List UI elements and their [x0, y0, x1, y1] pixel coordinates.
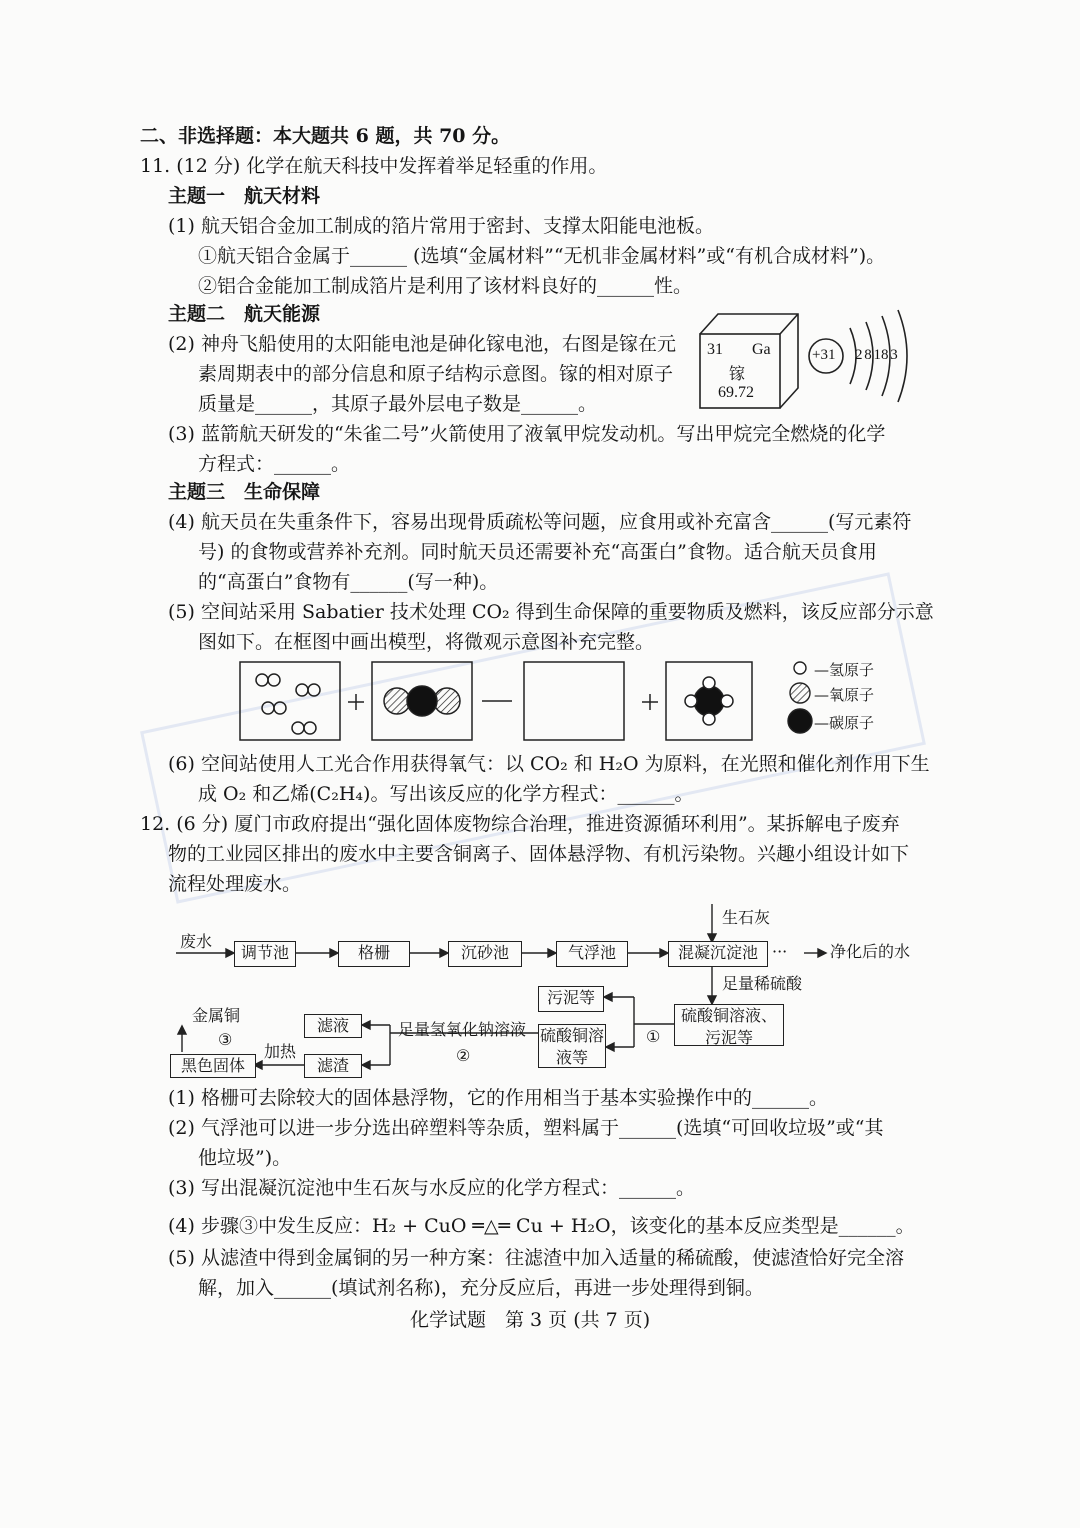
q11-6b: 成 O₂ 和乙烯(C₂H₄)。写出该反应的化学方程式：______。 — [198, 783, 694, 805]
atom-nucleus: +31 — [812, 347, 836, 363]
flow-copper: 金属铜 — [192, 1006, 241, 1025]
flow-heat: 加热 — [264, 1042, 297, 1061]
page-footer: 化学试题 第 3 页 (共 7 页) — [410, 1309, 651, 1331]
flow-box-sludge: 污泥等 — [538, 986, 604, 1012]
q12-4: (4) 步骤③中发生反应：H₂ + CuO ═△═ Cu + H₂O，该变化的基本反应类型是______。 — [168, 1215, 915, 1237]
q11-6a: (6) 空间站使用人工光合作用获得氧气：以 CO₂ 和 H₂O 为原料，在光照和催化剂作用下生 — [168, 753, 930, 775]
molecule-box-ch4 — [666, 662, 752, 740]
q11-4b: 号) 的食物或营养补充剂。同时航天员还需要补充“高蛋白”食物。适合航天员食用 — [198, 541, 877, 563]
flow-acid: 足量稀硫酸 — [722, 974, 803, 993]
q11-1: (1) 航天铝合金加工制成的箔片常用于密封、支撑太阳能电池板。 — [168, 215, 714, 237]
q12-5b: 解，加入______(填试剂名称)，充分反应后，再进一步处理得到铜。 — [198, 1277, 764, 1299]
q11-4c: 的“高蛋白”食物有______(写一种)。 — [198, 571, 499, 593]
flow-box-hunning: 混凝沉淀池 — [668, 941, 768, 967]
flow-box-qifu: 气浮池 — [556, 941, 628, 967]
q12-2b: 他垃圾”)。 — [198, 1147, 292, 1169]
element-mass: 69.72 — [718, 384, 754, 401]
flow-box-filtrate: 滤液 — [304, 1014, 362, 1038]
molecule-box-1 — [240, 662, 340, 740]
element-name: 镓 — [729, 366, 746, 383]
flow-box-chensha: 沉砂池 — [448, 941, 522, 967]
legend-symbols — [788, 662, 812, 733]
q11-title: 11. (12 分) 化学在航天科技中发挥着举足轻重的作用。 — [140, 155, 608, 177]
q11-2a: (2) 神舟飞船使用的太阳能电池是砷化镓电池，右图是镓在元 — [168, 333, 676, 355]
element-symbol: Ga — [752, 341, 771, 358]
q11-3b: 方程式：______。 — [198, 453, 351, 475]
plus-sign-2 — [642, 694, 658, 710]
q11-1a: ①航天铝合金属于______ (选填“金属材料”“无机非金属材料”或“有机合成材料”)。 — [198, 245, 886, 267]
flow-box-cuso4-sludge: 硫酸铜溶液、污泥等 — [674, 1004, 784, 1046]
flow-wastewater: 废水 — [180, 932, 213, 951]
flow-box-residue: 滤渣 — [304, 1054, 362, 1078]
legend-carbon: —碳原子 — [814, 714, 875, 732]
q12-a: 12. (6 分) 厦门市政府提出“强化固体废物综合治理，推进资源循环利用”。某拆解电子废弃 — [140, 813, 900, 835]
molecule-box-co2 — [372, 662, 472, 740]
flow-step-3: ③ — [218, 1030, 233, 1049]
element-number: 31 — [707, 341, 723, 358]
q11-2b: 素周期表中的部分信息和原子结构示意图。镓的相对原子 — [198, 363, 674, 385]
q12-3: (3) 写出混凝沉淀池中生石灰与水反应的化学方程式：______。 — [168, 1177, 695, 1199]
q12-b: 物的工业园区排出的废水中主要含铜离子、固体悬浮物、有机污染物。兴趣小组设计如下 — [168, 843, 910, 865]
flow-step-1: ① — [646, 1027, 661, 1046]
atom-shells: 2 8 18 3 — [855, 347, 898, 363]
topic-2: 主题二 航天能源 — [168, 303, 321, 325]
flow-dots: ··· — [772, 942, 788, 961]
flow-lime: 生石灰 — [722, 908, 771, 927]
flow-step-2: ② — [456, 1046, 471, 1065]
molecule-box-empty — [524, 662, 624, 740]
flow-naoh: 足量氢氧化钠溶液 — [398, 1020, 527, 1039]
q11-1b: ②铝合金能加工制成箔片是利用了该材料良好的______性。 — [198, 275, 693, 297]
topic-3: 主题三 生命保障 — [168, 481, 321, 503]
topic-1: 主题一 航天材料 — [168, 185, 321, 207]
legend-hydrogen: —氢原子 — [814, 661, 875, 679]
q11-5b: 图如下。在框图中画出模型，将微观示意图补充完整。 — [198, 631, 655, 653]
flow-box-cuso4: 硫酸铜溶液等 — [539, 1026, 604, 1067]
q11-2c: 质量是______，其原子最外层电子数是______。 — [198, 393, 598, 415]
q12-2a: (2) 气浮池可以进一步分选出碎塑料等杂质，塑料属于______(选填“可回收垃圾”或“其 — [168, 1117, 884, 1139]
q11-3a: (3) 蓝箭航天研发的“朱雀二号”火箭使用了液氧甲烷发动机。写出甲烷完全燃烧的化学 — [168, 423, 886, 445]
q12-1: (1) 格栅可去除较大的固体悬浮物，它的作用相当于基本实验操作中的______。 — [168, 1087, 828, 1109]
q11-4a: (4) 航天员在失重条件下，容易出现骨质疏松等问题，应食用或补充富含______(写元素符 — [168, 511, 912, 533]
legend-oxygen: —氧原子 — [814, 686, 875, 704]
q12-5a: (5) 从滤渣中得到金属铜的另一种方案：往滤渣中加入适量的稀硫酸，使滤渣恰好完全溶 — [168, 1247, 904, 1269]
section-heading: 二、非选择题：本大题共 6 题，共 70 分。 — [140, 125, 511, 147]
plus-sign-1 — [348, 694, 364, 710]
flow-box-gezha: 格栅 — [338, 941, 410, 967]
q11-5a: (5) 空间站采用 Sabatier 技术处理 CO₂ 得到生命保障的重要物质及燃料，该反应部分示意 — [168, 601, 934, 623]
q12-c: 流程处理废水。 — [168, 873, 302, 895]
flow-clean-water: 净化后的水 — [830, 942, 911, 961]
flow-box-tiaojie: 调节池 — [234, 941, 296, 967]
flow-box-black-solid: 黑色固体 — [170, 1054, 256, 1078]
